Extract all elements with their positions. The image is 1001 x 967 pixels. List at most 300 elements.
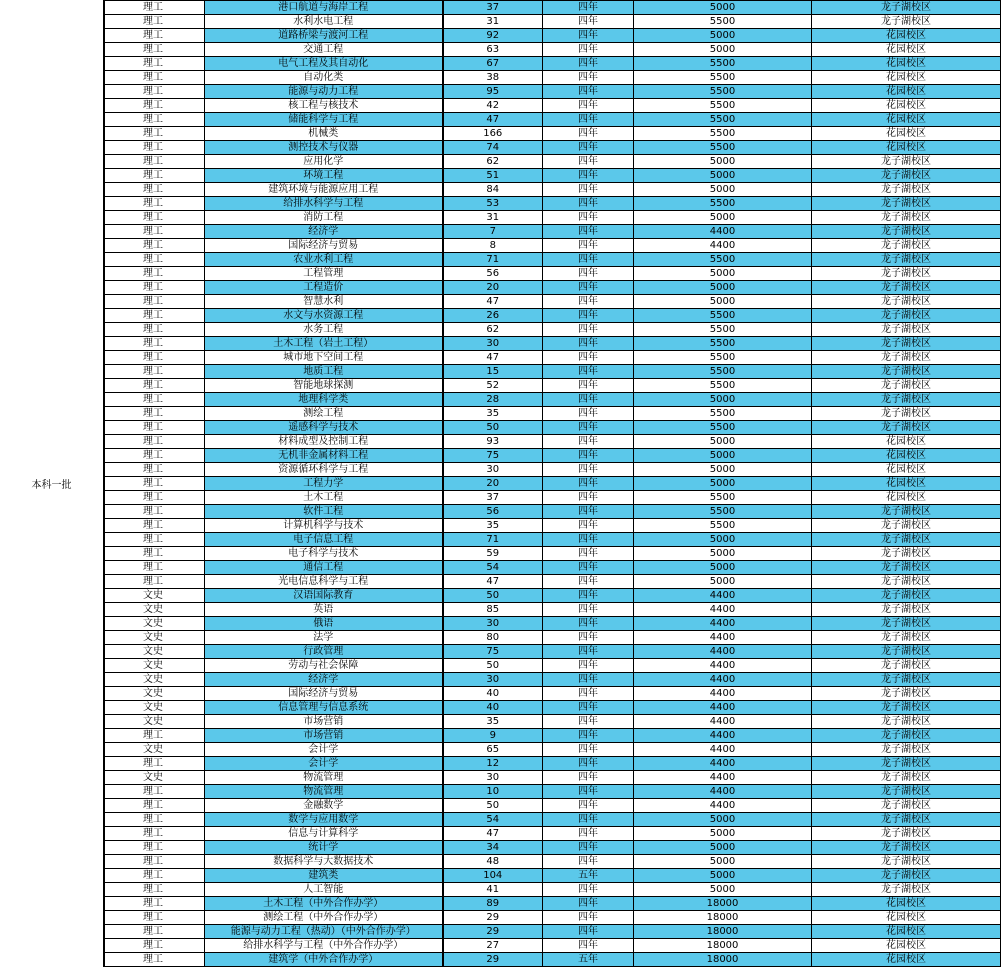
cell-major[interactable]: 能源与动力工程 bbox=[205, 85, 443, 99]
cell-category[interactable]: 理工 bbox=[105, 407, 205, 421]
cell-enrollment[interactable]: 51 bbox=[443, 169, 543, 183]
cell-category[interactable]: 理工 bbox=[105, 309, 205, 323]
cell-duration[interactable]: 四年 bbox=[543, 295, 634, 309]
cell-enrollment[interactable]: 85 bbox=[443, 603, 543, 617]
cell-tuition[interactable]: 5000 bbox=[634, 841, 812, 855]
cell-major[interactable]: 水利水电工程 bbox=[205, 15, 443, 29]
cell-category[interactable]: 理工 bbox=[105, 421, 205, 435]
cell-duration[interactable]: 四年 bbox=[543, 379, 634, 393]
cell-category[interactable]: 理工 bbox=[105, 57, 205, 71]
cell-tuition[interactable]: 4400 bbox=[634, 645, 812, 659]
cell-campus[interactable]: 龙子湖校区 bbox=[812, 379, 1001, 393]
cell-campus[interactable]: 龙子湖校区 bbox=[812, 589, 1001, 603]
cell-duration[interactable]: 四年 bbox=[543, 309, 634, 323]
cell-major[interactable]: 土木工程（中外合作办学） bbox=[205, 897, 443, 911]
cell-tuition[interactable]: 5000 bbox=[634, 295, 812, 309]
cell-tuition[interactable]: 5000 bbox=[634, 869, 812, 883]
cell-enrollment[interactable]: 30 bbox=[443, 617, 543, 631]
cell-tuition[interactable]: 5500 bbox=[634, 519, 812, 533]
cell-enrollment[interactable]: 47 bbox=[443, 575, 543, 589]
cell-enrollment[interactable]: 29 bbox=[443, 925, 543, 939]
cell-campus[interactable]: 龙子湖校区 bbox=[812, 169, 1001, 183]
cell-duration[interactable]: 四年 bbox=[543, 169, 634, 183]
cell-major[interactable]: 国际经济与贸易 bbox=[205, 687, 443, 701]
cell-major[interactable]: 信息管理与信息系统 bbox=[205, 701, 443, 715]
cell-duration[interactable]: 四年 bbox=[543, 337, 634, 351]
cell-tuition[interactable]: 5000 bbox=[634, 449, 812, 463]
cell-tuition[interactable]: 5000 bbox=[634, 281, 812, 295]
cell-tuition[interactable]: 5000 bbox=[634, 883, 812, 897]
cell-enrollment[interactable]: 75 bbox=[443, 645, 543, 659]
cell-campus[interactable]: 花园校区 bbox=[812, 449, 1001, 463]
cell-campus[interactable]: 龙子湖校区 bbox=[812, 267, 1001, 281]
cell-major[interactable]: 通信工程 bbox=[205, 561, 443, 575]
cell-major[interactable]: 行政管理 bbox=[205, 645, 443, 659]
cell-tuition[interactable]: 5500 bbox=[634, 113, 812, 127]
cell-campus[interactable]: 龙子湖校区 bbox=[812, 281, 1001, 295]
cell-tuition[interactable]: 5500 bbox=[634, 85, 812, 99]
cell-duration[interactable]: 四年 bbox=[543, 659, 634, 673]
cell-duration[interactable]: 四年 bbox=[543, 505, 634, 519]
cell-enrollment[interactable]: 20 bbox=[443, 281, 543, 295]
cell-category[interactable]: 理工 bbox=[105, 953, 205, 967]
cell-major[interactable]: 材料成型及控制工程 bbox=[205, 435, 443, 449]
cell-duration[interactable]: 四年 bbox=[543, 785, 634, 799]
cell-category[interactable]: 理工 bbox=[105, 463, 205, 477]
cell-campus[interactable]: 龙子湖校区 bbox=[812, 407, 1001, 421]
cell-campus[interactable]: 龙子湖校区 bbox=[812, 659, 1001, 673]
cell-category[interactable]: 理工 bbox=[105, 29, 205, 43]
cell-major[interactable]: 经济学 bbox=[205, 225, 443, 239]
cell-duration[interactable]: 四年 bbox=[543, 15, 634, 29]
cell-category[interactable]: 文史 bbox=[105, 701, 205, 715]
cell-major[interactable]: 英语 bbox=[205, 603, 443, 617]
cell-duration[interactable]: 四年 bbox=[543, 911, 634, 925]
cell-campus[interactable]: 龙子湖校区 bbox=[812, 785, 1001, 799]
cell-campus[interactable]: 花园校区 bbox=[812, 141, 1001, 155]
cell-duration[interactable]: 四年 bbox=[543, 183, 634, 197]
cell-campus[interactable]: 花园校区 bbox=[812, 99, 1001, 113]
cell-enrollment[interactable]: 30 bbox=[443, 337, 543, 351]
cell-major[interactable]: 给排水科学与工程 bbox=[205, 197, 443, 211]
cell-tuition[interactable]: 5500 bbox=[634, 15, 812, 29]
cell-major[interactable]: 给排水科学与工程（中外合作办学） bbox=[205, 939, 443, 953]
cell-campus[interactable]: 花园校区 bbox=[812, 43, 1001, 57]
cell-major[interactable]: 经济学 bbox=[205, 673, 443, 687]
cell-category[interactable]: 理工 bbox=[105, 99, 205, 113]
cell-duration[interactable]: 四年 bbox=[543, 701, 634, 715]
cell-duration[interactable]: 四年 bbox=[543, 351, 634, 365]
cell-tuition[interactable]: 5000 bbox=[634, 575, 812, 589]
cell-major[interactable]: 工程造价 bbox=[205, 281, 443, 295]
cell-campus[interactable]: 龙子湖校区 bbox=[812, 337, 1001, 351]
cell-tuition[interactable]: 5500 bbox=[634, 253, 812, 267]
cell-major[interactable]: 土木工程（岩土工程） bbox=[205, 337, 443, 351]
cell-duration[interactable]: 四年 bbox=[543, 827, 634, 841]
cell-tuition[interactable]: 18000 bbox=[634, 897, 812, 911]
cell-enrollment[interactable]: 53 bbox=[443, 197, 543, 211]
cell-tuition[interactable]: 5000 bbox=[634, 533, 812, 547]
cell-tuition[interactable]: 5000 bbox=[634, 155, 812, 169]
cell-enrollment[interactable]: 75 bbox=[443, 449, 543, 463]
cell-major[interactable]: 能源与动力工程（热动）（中外合作办学） bbox=[205, 925, 443, 939]
cell-enrollment[interactable]: 31 bbox=[443, 15, 543, 29]
cell-category[interactable]: 文史 bbox=[105, 603, 205, 617]
cell-tuition[interactable]: 5000 bbox=[634, 547, 812, 561]
cell-category[interactable]: 文史 bbox=[105, 659, 205, 673]
cell-tuition[interactable]: 5000 bbox=[634, 463, 812, 477]
cell-duration[interactable]: 四年 bbox=[543, 841, 634, 855]
cell-tuition[interactable]: 4400 bbox=[634, 603, 812, 617]
cell-tuition[interactable]: 4400 bbox=[634, 757, 812, 771]
cell-duration[interactable]: 四年 bbox=[543, 71, 634, 85]
cell-duration[interactable]: 四年 bbox=[543, 645, 634, 659]
cell-major[interactable]: 消防工程 bbox=[205, 211, 443, 225]
cell-category[interactable]: 文史 bbox=[105, 743, 205, 757]
cell-major[interactable]: 汉语国际教育 bbox=[205, 589, 443, 603]
cell-enrollment[interactable]: 40 bbox=[443, 701, 543, 715]
cell-category[interactable]: 理工 bbox=[105, 211, 205, 225]
cell-tuition[interactable]: 4400 bbox=[634, 799, 812, 813]
cell-category[interactable]: 理工 bbox=[105, 897, 205, 911]
cell-major[interactable]: 农业水利工程 bbox=[205, 253, 443, 267]
cell-category[interactable]: 理工 bbox=[105, 841, 205, 855]
cell-category[interactable]: 理工 bbox=[105, 295, 205, 309]
cell-tuition[interactable]: 5500 bbox=[634, 323, 812, 337]
cell-enrollment[interactable]: 50 bbox=[443, 659, 543, 673]
cell-category[interactable]: 理工 bbox=[105, 813, 205, 827]
cell-duration[interactable]: 四年 bbox=[543, 855, 634, 869]
cell-duration[interactable]: 五年 bbox=[543, 869, 634, 883]
cell-category[interactable]: 理工 bbox=[105, 757, 205, 771]
cell-duration[interactable]: 四年 bbox=[543, 533, 634, 547]
cell-duration[interactable]: 四年 bbox=[543, 127, 634, 141]
cell-tuition[interactable]: 4400 bbox=[634, 631, 812, 645]
cell-major[interactable]: 数学与应用数学 bbox=[205, 813, 443, 827]
cell-category[interactable]: 理工 bbox=[105, 799, 205, 813]
cell-campus[interactable]: 龙子湖校区 bbox=[812, 1, 1001, 15]
cell-tuition[interactable]: 4400 bbox=[634, 239, 812, 253]
cell-enrollment[interactable]: 52 bbox=[443, 379, 543, 393]
cell-campus[interactable]: 花园校区 bbox=[812, 435, 1001, 449]
cell-duration[interactable]: 四年 bbox=[543, 757, 634, 771]
cell-duration[interactable]: 四年 bbox=[543, 673, 634, 687]
cell-campus[interactable]: 龙子湖校区 bbox=[812, 225, 1001, 239]
cell-campus[interactable]: 花园校区 bbox=[812, 57, 1001, 71]
cell-campus[interactable]: 龙子湖校区 bbox=[812, 855, 1001, 869]
cell-category[interactable]: 理工 bbox=[105, 575, 205, 589]
cell-category[interactable]: 理工 bbox=[105, 883, 205, 897]
cell-tuition[interactable]: 5000 bbox=[634, 211, 812, 225]
cell-campus[interactable]: 龙子湖校区 bbox=[812, 253, 1001, 267]
cell-enrollment[interactable]: 65 bbox=[443, 743, 543, 757]
cell-campus[interactable]: 龙子湖校区 bbox=[812, 15, 1001, 29]
cell-category[interactable]: 理工 bbox=[105, 71, 205, 85]
cell-enrollment[interactable]: 40 bbox=[443, 687, 543, 701]
cell-enrollment[interactable]: 67 bbox=[443, 57, 543, 71]
cell-tuition[interactable]: 5500 bbox=[634, 309, 812, 323]
cell-category[interactable]: 文史 bbox=[105, 715, 205, 729]
cell-category[interactable]: 理工 bbox=[105, 323, 205, 337]
cell-enrollment[interactable]: 71 bbox=[443, 253, 543, 267]
cell-category[interactable]: 文史 bbox=[105, 589, 205, 603]
cell-duration[interactable]: 四年 bbox=[543, 449, 634, 463]
cell-campus[interactable]: 龙子湖校区 bbox=[812, 827, 1001, 841]
cell-category[interactable]: 理工 bbox=[105, 113, 205, 127]
cell-tuition[interactable]: 5500 bbox=[634, 351, 812, 365]
cell-major[interactable]: 金融数学 bbox=[205, 799, 443, 813]
cell-enrollment[interactable]: 63 bbox=[443, 43, 543, 57]
cell-enrollment[interactable]: 20 bbox=[443, 477, 543, 491]
cell-tuition[interactable]: 5000 bbox=[634, 169, 812, 183]
cell-enrollment[interactable]: 30 bbox=[443, 771, 543, 785]
cell-tuition[interactable]: 5500 bbox=[634, 57, 812, 71]
cell-major[interactable]: 电气工程及其自动化 bbox=[205, 57, 443, 71]
cell-enrollment[interactable]: 29 bbox=[443, 911, 543, 925]
cell-tuition[interactable]: 4400 bbox=[634, 617, 812, 631]
cell-category[interactable]: 理工 bbox=[105, 435, 205, 449]
cell-category[interactable]: 理工 bbox=[105, 169, 205, 183]
cell-tuition[interactable]: 18000 bbox=[634, 953, 812, 967]
cell-campus[interactable]: 龙子湖校区 bbox=[812, 309, 1001, 323]
cell-category[interactable]: 理工 bbox=[105, 477, 205, 491]
cell-enrollment[interactable]: 35 bbox=[443, 407, 543, 421]
cell-tuition[interactable]: 5000 bbox=[634, 43, 812, 57]
cell-tuition[interactable]: 18000 bbox=[634, 939, 812, 953]
cell-duration[interactable]: 四年 bbox=[543, 729, 634, 743]
cell-major[interactable]: 国际经济与贸易 bbox=[205, 239, 443, 253]
cell-duration[interactable]: 四年 bbox=[543, 477, 634, 491]
cell-enrollment[interactable]: 35 bbox=[443, 715, 543, 729]
cell-campus[interactable]: 龙子湖校区 bbox=[812, 547, 1001, 561]
cell-major[interactable]: 建筑类 bbox=[205, 869, 443, 883]
cell-campus[interactable]: 龙子湖校区 bbox=[812, 197, 1001, 211]
cell-tuition[interactable]: 4400 bbox=[634, 701, 812, 715]
cell-tuition[interactable]: 5000 bbox=[634, 435, 812, 449]
cell-duration[interactable]: 四年 bbox=[543, 197, 634, 211]
cell-category[interactable]: 理工 bbox=[105, 225, 205, 239]
cell-category[interactable]: 理工 bbox=[105, 141, 205, 155]
cell-campus[interactable]: 龙子湖校区 bbox=[812, 211, 1001, 225]
cell-campus[interactable]: 龙子湖校区 bbox=[812, 799, 1001, 813]
cell-major[interactable]: 水文与水资源工程 bbox=[205, 309, 443, 323]
cell-major[interactable]: 统计学 bbox=[205, 841, 443, 855]
cell-category[interactable]: 理工 bbox=[105, 393, 205, 407]
cell-tuition[interactable]: 4400 bbox=[634, 687, 812, 701]
cell-major[interactable]: 遥感科学与技术 bbox=[205, 421, 443, 435]
cell-category[interactable]: 理工 bbox=[105, 505, 205, 519]
cell-campus[interactable]: 花园校区 bbox=[812, 85, 1001, 99]
cell-major[interactable]: 法学 bbox=[205, 631, 443, 645]
cell-category[interactable]: 理工 bbox=[105, 547, 205, 561]
cell-tuition[interactable]: 5000 bbox=[634, 267, 812, 281]
cell-category[interactable]: 理工 bbox=[105, 911, 205, 925]
cell-duration[interactable]: 四年 bbox=[543, 421, 634, 435]
cell-duration[interactable]: 四年 bbox=[543, 519, 634, 533]
cell-tuition[interactable]: 4400 bbox=[634, 715, 812, 729]
cell-major[interactable]: 储能科学与工程 bbox=[205, 113, 443, 127]
cell-enrollment[interactable]: 38 bbox=[443, 71, 543, 85]
cell-major[interactable]: 人工智能 bbox=[205, 883, 443, 897]
cell-tuition[interactable]: 4400 bbox=[634, 743, 812, 757]
cell-tuition[interactable]: 5500 bbox=[634, 127, 812, 141]
cell-duration[interactable]: 四年 bbox=[543, 99, 634, 113]
cell-duration[interactable]: 四年 bbox=[543, 575, 634, 589]
cell-enrollment[interactable]: 29 bbox=[443, 953, 543, 967]
cell-enrollment[interactable]: 37 bbox=[443, 491, 543, 505]
cell-category[interactable]: 理工 bbox=[105, 281, 205, 295]
cell-tuition[interactable]: 4400 bbox=[634, 785, 812, 799]
cell-enrollment[interactable]: 7 bbox=[443, 225, 543, 239]
cell-major[interactable]: 工程力学 bbox=[205, 477, 443, 491]
cell-enrollment[interactable]: 95 bbox=[443, 85, 543, 99]
cell-tuition[interactable]: 5000 bbox=[634, 183, 812, 197]
cell-campus[interactable]: 龙子湖校区 bbox=[812, 323, 1001, 337]
cell-category[interactable]: 理工 bbox=[105, 197, 205, 211]
cell-campus[interactable]: 龙子湖校区 bbox=[812, 155, 1001, 169]
cell-tuition[interactable]: 5500 bbox=[634, 421, 812, 435]
cell-campus[interactable]: 龙子湖校区 bbox=[812, 561, 1001, 575]
cell-category[interactable]: 理工 bbox=[105, 939, 205, 953]
cell-duration[interactable]: 四年 bbox=[543, 631, 634, 645]
cell-major[interactable]: 物流管理 bbox=[205, 771, 443, 785]
cell-enrollment[interactable]: 54 bbox=[443, 561, 543, 575]
cell-major[interactable]: 工程管理 bbox=[205, 267, 443, 281]
cell-major[interactable]: 市场营销 bbox=[205, 715, 443, 729]
cell-major[interactable]: 物流管理 bbox=[205, 785, 443, 799]
cell-major[interactable]: 土木工程 bbox=[205, 491, 443, 505]
cell-campus[interactable]: 龙子湖校区 bbox=[812, 673, 1001, 687]
cell-enrollment[interactable]: 12 bbox=[443, 757, 543, 771]
cell-major[interactable]: 信息与计算科学 bbox=[205, 827, 443, 841]
cell-campus[interactable]: 龙子湖校区 bbox=[812, 519, 1001, 533]
cell-tuition[interactable]: 4400 bbox=[634, 225, 812, 239]
cell-enrollment[interactable]: 27 bbox=[443, 939, 543, 953]
cell-campus[interactable]: 花园校区 bbox=[812, 463, 1001, 477]
cell-campus[interactable]: 花园校区 bbox=[812, 939, 1001, 953]
cell-major[interactable]: 数据科学与大数据技术 bbox=[205, 855, 443, 869]
cell-duration[interactable]: 四年 bbox=[543, 43, 634, 57]
cell-tuition[interactable]: 5500 bbox=[634, 141, 812, 155]
cell-duration[interactable]: 四年 bbox=[543, 141, 634, 155]
cell-tuition[interactable]: 5500 bbox=[634, 197, 812, 211]
cell-major[interactable]: 智能地球探测 bbox=[205, 379, 443, 393]
cell-enrollment[interactable]: 47 bbox=[443, 351, 543, 365]
cell-duration[interactable]: 四年 bbox=[543, 897, 634, 911]
cell-enrollment[interactable]: 50 bbox=[443, 589, 543, 603]
cell-enrollment[interactable]: 37 bbox=[443, 1, 543, 15]
cell-category[interactable]: 理工 bbox=[105, 351, 205, 365]
cell-major[interactable]: 核工程与核技术 bbox=[205, 99, 443, 113]
cell-enrollment[interactable]: 9 bbox=[443, 729, 543, 743]
cell-duration[interactable]: 四年 bbox=[543, 547, 634, 561]
cell-major[interactable]: 应用化学 bbox=[205, 155, 443, 169]
cell-enrollment[interactable]: 10 bbox=[443, 785, 543, 799]
cell-campus[interactable]: 花园校区 bbox=[812, 127, 1001, 141]
cell-duration[interactable]: 四年 bbox=[543, 211, 634, 225]
cell-tuition[interactable]: 5500 bbox=[634, 365, 812, 379]
cell-campus[interactable]: 龙子湖校区 bbox=[812, 841, 1001, 855]
cell-campus[interactable]: 龙子湖校区 bbox=[812, 645, 1001, 659]
cell-enrollment[interactable]: 35 bbox=[443, 519, 543, 533]
cell-campus[interactable]: 龙子湖校区 bbox=[812, 701, 1001, 715]
cell-category[interactable]: 理工 bbox=[105, 127, 205, 141]
cell-category[interactable]: 理工 bbox=[105, 729, 205, 743]
cell-campus[interactable]: 龙子湖校区 bbox=[812, 715, 1001, 729]
cell-campus[interactable]: 龙子湖校区 bbox=[812, 757, 1001, 771]
cell-campus[interactable]: 龙子湖校区 bbox=[812, 421, 1001, 435]
cell-enrollment[interactable]: 89 bbox=[443, 897, 543, 911]
cell-category[interactable]: 文史 bbox=[105, 673, 205, 687]
cell-enrollment[interactable]: 42 bbox=[443, 99, 543, 113]
cell-enrollment[interactable]: 166 bbox=[443, 127, 543, 141]
cell-category[interactable]: 理工 bbox=[105, 827, 205, 841]
cell-major[interactable]: 道路桥梁与渡河工程 bbox=[205, 29, 443, 43]
cell-enrollment[interactable]: 41 bbox=[443, 883, 543, 897]
cell-category[interactable]: 文史 bbox=[105, 645, 205, 659]
cell-category[interactable]: 理工 bbox=[105, 85, 205, 99]
cell-duration[interactable]: 四年 bbox=[543, 463, 634, 477]
cell-duration[interactable]: 四年 bbox=[543, 925, 634, 939]
cell-category[interactable]: 理工 bbox=[105, 1, 205, 15]
cell-duration[interactable]: 四年 bbox=[543, 85, 634, 99]
cell-duration[interactable]: 四年 bbox=[543, 253, 634, 267]
cell-campus[interactable]: 龙子湖校区 bbox=[812, 239, 1001, 253]
cell-campus[interactable]: 龙子湖校区 bbox=[812, 365, 1001, 379]
cell-campus[interactable]: 龙子湖校区 bbox=[812, 575, 1001, 589]
cell-category[interactable]: 理工 bbox=[105, 183, 205, 197]
cell-enrollment[interactable]: 31 bbox=[443, 211, 543, 225]
cell-duration[interactable]: 四年 bbox=[543, 743, 634, 757]
cell-major[interactable]: 市场营销 bbox=[205, 729, 443, 743]
cell-category[interactable]: 理工 bbox=[105, 491, 205, 505]
cell-campus[interactable]: 龙子湖校区 bbox=[812, 351, 1001, 365]
cell-campus[interactable]: 花园校区 bbox=[812, 71, 1001, 85]
cell-enrollment[interactable]: 30 bbox=[443, 673, 543, 687]
cell-duration[interactable]: 四年 bbox=[543, 393, 634, 407]
cell-duration[interactable]: 四年 bbox=[543, 687, 634, 701]
cell-tuition[interactable]: 5000 bbox=[634, 855, 812, 869]
cell-tuition[interactable]: 5500 bbox=[634, 337, 812, 351]
cell-duration[interactable]: 四年 bbox=[543, 715, 634, 729]
cell-tuition[interactable]: 5000 bbox=[634, 393, 812, 407]
cell-campus[interactable]: 龙子湖校区 bbox=[812, 743, 1001, 757]
cell-duration[interactable]: 四年 bbox=[543, 407, 634, 421]
cell-major[interactable]: 会计学 bbox=[205, 743, 443, 757]
cell-major[interactable]: 测控技术与仪器 bbox=[205, 141, 443, 155]
cell-duration[interactable]: 四年 bbox=[543, 771, 634, 785]
cell-tuition[interactable]: 5000 bbox=[634, 813, 812, 827]
cell-category[interactable]: 理工 bbox=[105, 267, 205, 281]
cell-campus[interactable]: 花园校区 bbox=[812, 925, 1001, 939]
cell-enrollment[interactable]: 30 bbox=[443, 463, 543, 477]
cell-category[interactable]: 理工 bbox=[105, 925, 205, 939]
cell-campus[interactable]: 龙子湖校区 bbox=[812, 603, 1001, 617]
cell-tuition[interactable]: 5000 bbox=[634, 1, 812, 15]
cell-category[interactable]: 理工 bbox=[105, 379, 205, 393]
cell-campus[interactable]: 龙子湖校区 bbox=[812, 883, 1001, 897]
cell-duration[interactable]: 四年 bbox=[543, 323, 634, 337]
cell-major[interactable]: 地质工程 bbox=[205, 365, 443, 379]
cell-tuition[interactable]: 5000 bbox=[634, 477, 812, 491]
cell-enrollment[interactable]: 48 bbox=[443, 855, 543, 869]
cell-tuition[interactable]: 5500 bbox=[634, 71, 812, 85]
cell-tuition[interactable]: 5500 bbox=[634, 491, 812, 505]
cell-tuition[interactable]: 4400 bbox=[634, 589, 812, 603]
cell-enrollment[interactable]: 34 bbox=[443, 841, 543, 855]
cell-tuition[interactable]: 18000 bbox=[634, 911, 812, 925]
cell-campus[interactable]: 花园校区 bbox=[812, 113, 1001, 127]
